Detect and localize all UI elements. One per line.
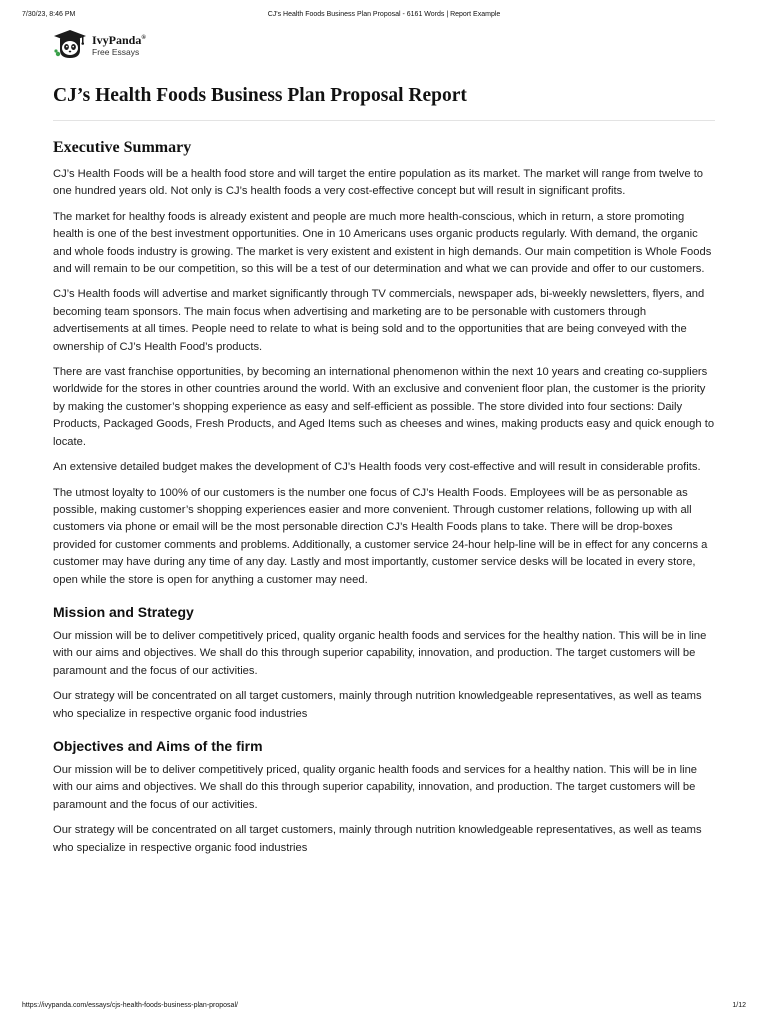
paragraph: An extensive detailed budget makes the development of CJ’s Health foods very cost-effective and will result in considerable profits. xyxy=(53,461,701,474)
paragraph: Our mission will be to deliver competitively priced, quality organic health foods and services for the healthy nation. This will be in line with our aims and objectives. We shall do this through superior capability, innovation, and production. The target customers will be paramount and the focus of our activities. xyxy=(53,629,707,677)
paragraph: The market for healthy foods is already existent and people are much more health-conscious, which in return, a store promoting health is one of the best investment opportunities. One in 10 Americans uses organic products regularly. With demand, the organic and whole foods industry is growing. The market is very existent and existent in high demands. Our main competition is Whole Foods and will remain to be our competition, so this will be a test of our determination and what we can provide and offer to our customers. xyxy=(53,210,712,276)
logo-tagline: Free Essays xyxy=(92,46,140,57)
paragraph: There are vast franchise opportunities, by becoming an international phenomenon within the next 10 years and creating co-suppliers worldwide for the stores in other countries around the world. With an exclusive and convenient floor plan, the customer is the priority by making the customer’s shopping experience as easy and self-efficient as possible. The store divided into four sections: Daily Products, Packaged Goods, Fresh Products, and Aged Items such as cheeses and wines, making products easy and quick enough to locate. xyxy=(53,366,715,448)
footer-url-link[interactable]: https://ivypanda.com/essays/cjs-health-foods-business-plan-proposal/ xyxy=(22,1002,238,1009)
document-content xyxy=(53,83,715,865)
paragraph: The utmost loyalty to 100% of our customers is the number one focus of CJ’s Health Foods. Employees will be as personable as possible, making customer’s shopping experiences easier and more convenient. Through customer relations, following up with all customers via phone or email will be the most personable direction CJ’s Health Foods plans to take. There will be drop-boxes provided for customer comments and problems. Additionally, a customer service 24-hour help-line will be in effect for any concerns a customer may have during any time of any day. Lastly and most importantly, customer service desks will be located in every store, open while the store is open for anything a customer may need. xyxy=(53,486,708,586)
title-divider xyxy=(53,120,715,121)
mission-strategy-heading: Mission and Strategy xyxy=(53,603,194,620)
paragraph: Our strategy will be concentrated on all target customers, mainly through nutrition knowledgeable representatives, as well as teams who specialize in respective organic food industries xyxy=(53,690,702,720)
logo-brand: IvyPanda® xyxy=(92,32,146,47)
print-footer xyxy=(22,1002,746,1012)
executive-summary-heading: Executive Summary xyxy=(53,139,192,156)
paragraph: Our mission will be to deliver competitively priced, quality organic health foods and services for a healthy nation. This will be in line with our aims and objectives. We shall do this through superior capability, innovation, and production. The target customers will be paramount and the focus of our activities. xyxy=(53,763,698,811)
paragraph: Our strategy will be concentrated on all target customers, mainly through nutrition knowledgeable representatives, as well as teams who specialize in respective organic food industries xyxy=(53,824,702,854)
print-doc-title: CJ's Health Foods Business Plan Proposal - 6161 Words | Report Example xyxy=(267,11,501,18)
ivypanda-logo[interactable] xyxy=(53,29,146,59)
print-datetime: 7/30/23, 8:46 PM xyxy=(22,11,76,18)
paragraph: CJ’s Health Foods will be a health food store and will target the entire population as its market. The market will range from twelve to one hundred years old. Not only is CJ’s health foods a very cost-effective concept but will result in significant profits. xyxy=(53,168,704,198)
print-header xyxy=(22,11,746,21)
objectives-aims-heading: Objectives and Aims of the firm xyxy=(53,737,263,754)
page-title: CJ’s Health Foods Business Plan Proposal Report xyxy=(53,85,467,106)
paragraph: CJ’s Health foods will advertise and market significantly through TV commercials, newspaper ads, bi-weekly newsletters, flyers, and becoming team sponsors. The main focus when advertising and marketing are to be personable with customers through advertisements at all times. People need to relate to what is being sold and to the opportunities that are being conveyed with the ownership of CJ’s Health Food’s products. xyxy=(53,288,705,353)
page-number: 1/12 xyxy=(732,1002,746,1009)
graduation-cap-panda-icon xyxy=(53,29,87,59)
